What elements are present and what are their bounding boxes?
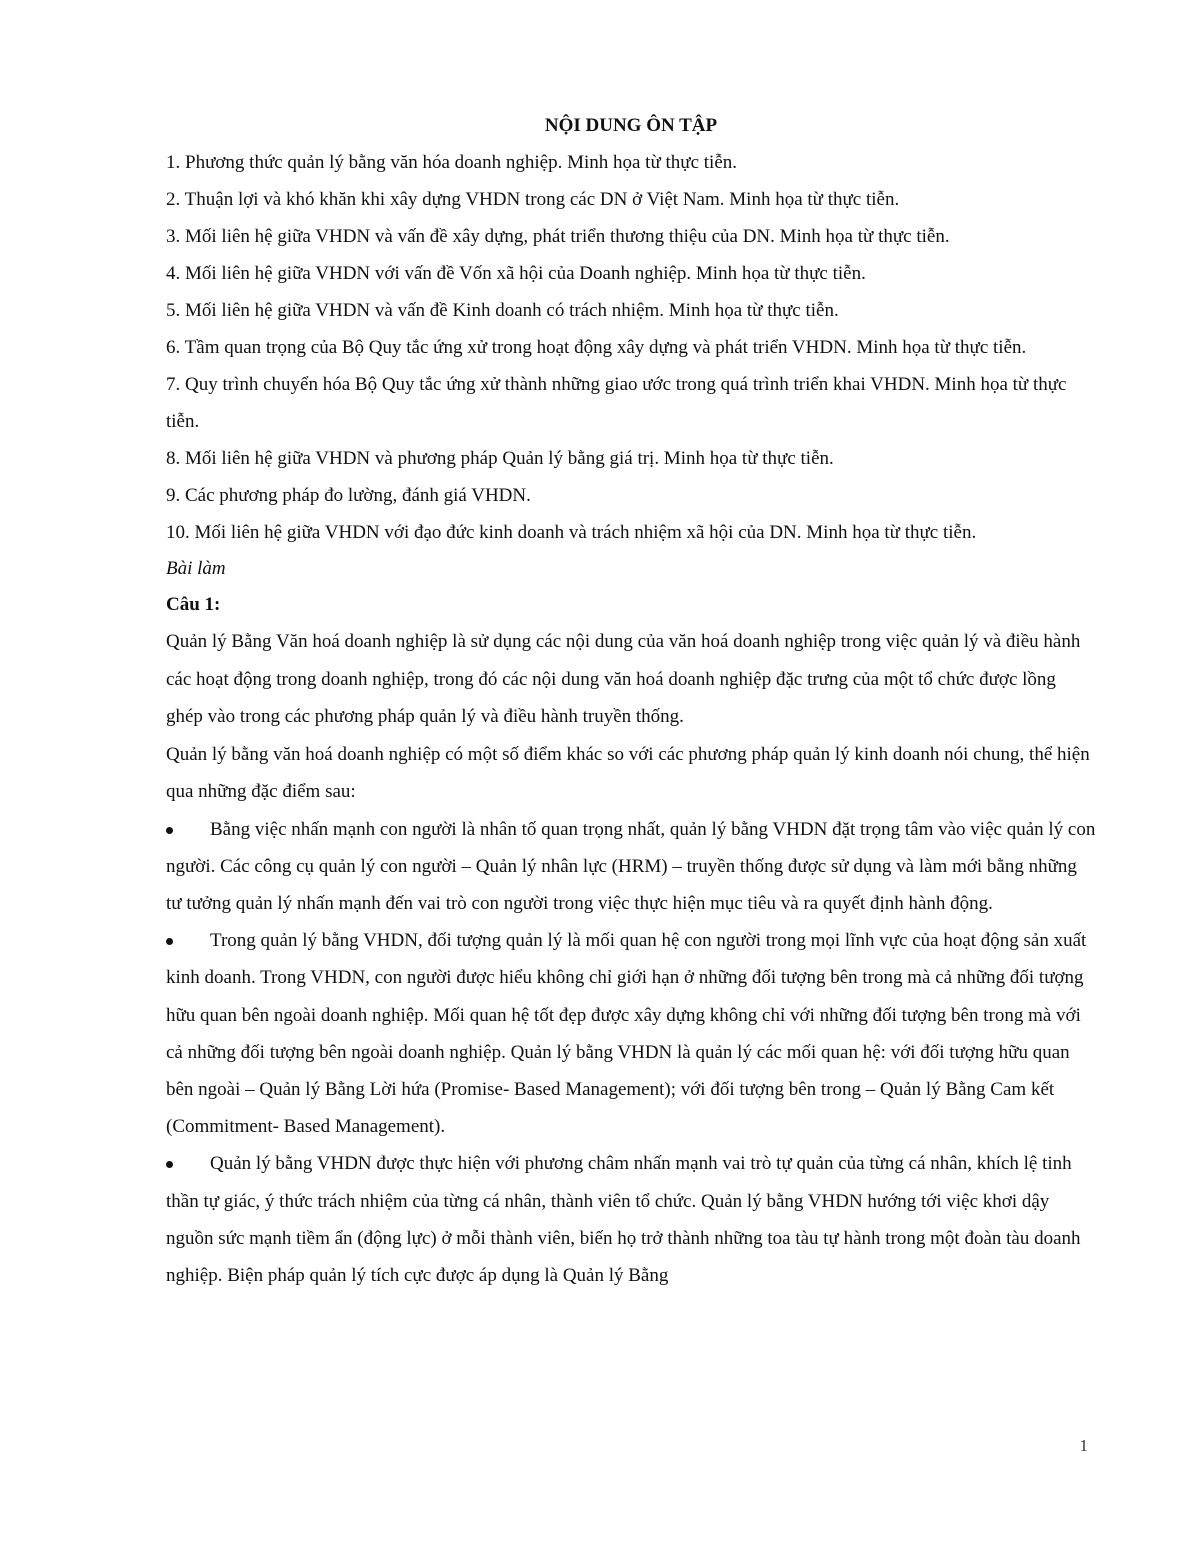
question-heading: Câu 1: [166, 594, 221, 615]
bullet-icon [166, 827, 173, 834]
bullet-text: Bằng việc nhấn mạnh con người là nhân tố quan trọng nhất, quản lý bằng VHDN đặt trọng tâm vào việc quản lý con người. Các công cụ quản lý con người – Quản lý nhân lực (HRM) – truyền thống được sử dụng và làm mới bằng những tư tưởng quản lý nhấn mạnh đến vai trò con người trong việc thực hiện mục tiêu và ra quyết định hành động. [166, 818, 1096, 914]
question-item: 2. Thuận lợi và khó khăn khi xây dựng VHDN trong các DN ở Việt Nam. Minh họa từ thực tiễn. [166, 189, 900, 210]
question-item: 9. Các phương pháp đo lường, đánh giá VHDN. [166, 485, 531, 506]
bullet-text: Quản lý bằng VHDN được thực hiện với phương châm nhấn mạnh vai trò tự quản của từng cá nhân, khích lệ tinh thần tự giác, ý thức trách nhiệm của từng cá nhân, thành viên tổ chức. Quản lý bằng VHDN hướng tới việc khơi dậy nguồn sức mạnh tiềm ẩn (động lực) ở mỗi thành viên, biến họ trở thành những toa tàu tự hành trong một đoàn tàu doanh nghiệp. Biện pháp quản lý tích cực được áp dụng là Quản lý Bằng [166, 1153, 1081, 1286]
question-item: 5. Mối liên hệ giữa VHDN và vấn đề Kinh doanh có trách nhiệm. Minh họa từ thực tiễn. [166, 300, 839, 321]
bullet-icon [166, 1161, 173, 1168]
page-number: 1 [1079, 1436, 1088, 1455]
question-item: 7. Quy trình chuyển hóa Bộ Quy tắc ứng xử thành những giao ước trong quá trình triển khai VHDN. Minh họa từ thực tiễn. [166, 374, 1067, 432]
bullet-item [166, 811, 1096, 923]
question-item: 4. Mối liên hệ giữa VHDN với vấn đề Vốn xã hội của Doanh nghiệp. Minh họa từ thực tiễn. [166, 263, 866, 284]
body-paragraph: Quản lý Bằng Văn hoá doanh nghiệp là sử dụng các nội dung của văn hoá doanh nghiệp trong việc quản lý và điều hành các hoạt động trong doanh nghiệp, trong đó các nội dung văn hoá doanh nghiệp đặc trưng của một tổ chức được lồng ghép vào trong các phương pháp quản lý và điều hành truyền thống. [166, 631, 1081, 727]
bullet-text: Trong quản lý bằng VHDN, đối tượng quản lý là mối quan hệ con người trong mọi lĩnh vực của hoạt động sản xuất kinh doanh. Trong VHDN, con người được hiểu không chỉ giới hạn ở những đối tượng bên trong mà cả những đối tượng hữu quan bên ngoài doanh nghiệp. Mối quan hệ tốt đẹp được xây dựng không chỉ với những đối tượng bên trong mà với cả những đối tượng bên ngoài doanh nghiệp. Quản lý bằng VHDN là quản lý các mối quan hệ: với đối tượng hữu quan bên ngoài – Quản lý Bằng Lời hứa (Promise- Based Management); với đối tượng bên trong – Quản lý Bằng Cam kết (Commitment- Based Management). [166, 930, 1087, 1138]
document-title: NỘI DUNG ÔN TẬP [544, 115, 718, 136]
body-paragraph: Quản lý bằng văn hoá doanh nghiệp có một số điểm khác so với các phương pháp quản lý kinh doanh nói chung, thể hiện qua những đặc điểm sau: [166, 743, 1090, 802]
answer-label: Bài làm [166, 558, 226, 579]
bullet-list [166, 811, 1096, 1295]
bullet-item [166, 922, 1096, 1145]
question-item: 8. Mối liên hệ giữa VHDN và phương pháp Quản lý bằng giá trị. Minh họa từ thực tiễn. [166, 448, 834, 469]
question-item: 3. Mối liên hệ giữa VHDN và vấn đề xây dựng, phát triển thương thiệu của DN. Minh họa từ thực tiễn. [166, 226, 950, 247]
document-page [166, 108, 1096, 1294]
question-item: 10. Mối liên hệ giữa VHDN với đạo đức kinh doanh và trách nhiệm xã hội của DN. Minh họa từ thực tiễn. [166, 522, 977, 543]
bullet-item [166, 1145, 1096, 1294]
question-item: 1. Phương thức quản lý bằng văn hóa doanh nghiệp. Minh họa từ thực tiễn. [166, 152, 738, 173]
question-list [166, 144, 1096, 551]
question-item: 6. Tầm quan trọng của Bộ Quy tắc ứng xử trong hoạt động xây dựng và phát triển VHDN. Minh họa từ thực tiễn. [166, 337, 1027, 358]
bullet-icon [166, 938, 173, 945]
